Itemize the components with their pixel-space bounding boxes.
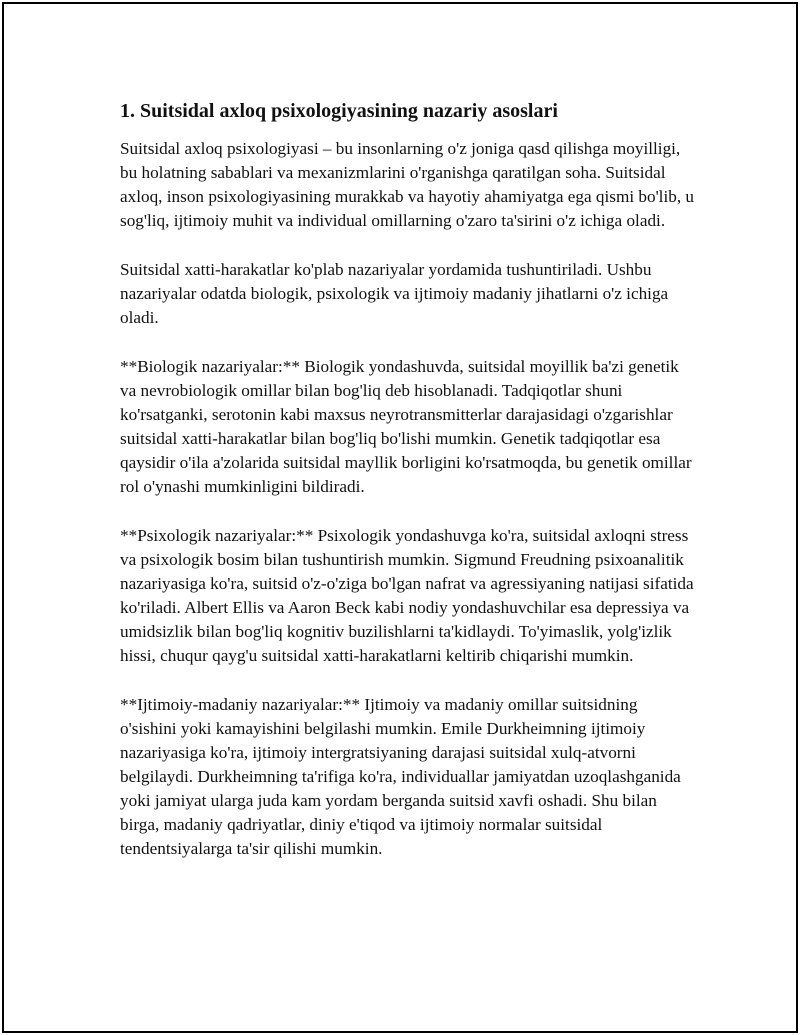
page-frame bbox=[2, 2, 798, 1033]
paragraph-psychological-theories: **Psixologik nazariyalar:** Psixologik yondashuvga ko'ra, suitsidal axloqni stress va psixologik bosim bilan tushuntirish mumkin. Sigmund Freudning psixoanalitik nazariyasiga ko'ra, suitsid o'z-o'ziga bo'lgan nafrat va agressiyaning natijasi sifatida ko'riladi. Albert Ellis va Aaron Beck kabi nodiy yondashuvchilar esa depressiya va umidsizlik bilan bog'liq kognitiv buzilishlarni ta'kidlaydi. To'yimaslik, yolg'izlik hissi, chuqur qayg'u suitsidal xatti-harakatlarni keltirib chiqarishi mumkin. bbox=[120, 526, 694, 665]
section-title: 1. Suitsidal axloq psixologiyasining nazariy asoslari bbox=[120, 100, 558, 122]
paragraph-theories-overview: Suitsidal xatti-harakatlar ko'plab nazariyalar yordamida tushuntiriladi. Ushbu nazariyalar odatda biologik, psixologik va ijtimoiy madaniy jihatlarni o'z ichiga oladi. bbox=[120, 260, 669, 327]
document-body bbox=[120, 98, 695, 886]
paragraph-biological-theories: **Biologik nazariyalar:** Biologik yondashuvda, suitsidal moyillik ba'zi genetik va nevrobiologik omillar bilan bog'liq deb hisoblanadi. Tadqiqotlar shuni ko'rsatganki, serotonin kabi maxsus neyrotransmitterlar darajasidagi o'zgarishlar suitsidal xatti-harakatlar bilan bog'liq bo'lishi mumkin. Genetik tadqiqotlar esa qaysidir o'ila a'zolarida suitsidal mayllik borligini ko'rsatmoqda, bu genetik omillar rol o'ynashi mumkinligini bildiradi. bbox=[120, 357, 692, 496]
paragraph-intro: Suitsidal axloq psixologiyasi – bu insonlarning o'z joniga qasd qilishga moyilligi, bu holatning sabablari va mexanizmlarini o'rganishga qaratilgan soha. Suitsidal axloq, inson psixologiyasining murakkab va hayotiy ahamiyatga ega qismi bo'lib, u sog'liq, ijtimoiy muhit va individual omillarning o'zaro ta'sirini o'z ichiga oladi. bbox=[120, 139, 695, 230]
paragraph-sociocultural-theories: **Ijtimoiy-madaniy nazariyalar:** Ijtimoiy va madaniy omillar suitsidning o'sishini yoki kamayishini belgilashi mumkin. Emile Durkheimning ijtimoiy nazariyasiga ko'ra, ijtimoiy intergratsiyaning darajasi suitsidal xulq-atvorni belgilaydi. Durkheimning ta'rifiga ko'ra, individuallar jamiyatdan uzoqlashganida yoki jamiyat ularga juda kam yordam berganda suitsid xavfi oshadi. Shu bilan birga, madaniy qadriyatlar, diniy e'tiqod va ijtimoiy normalar suitsidal tendentsiyalarga ta'sir qilishi mumkin. bbox=[120, 695, 681, 858]
